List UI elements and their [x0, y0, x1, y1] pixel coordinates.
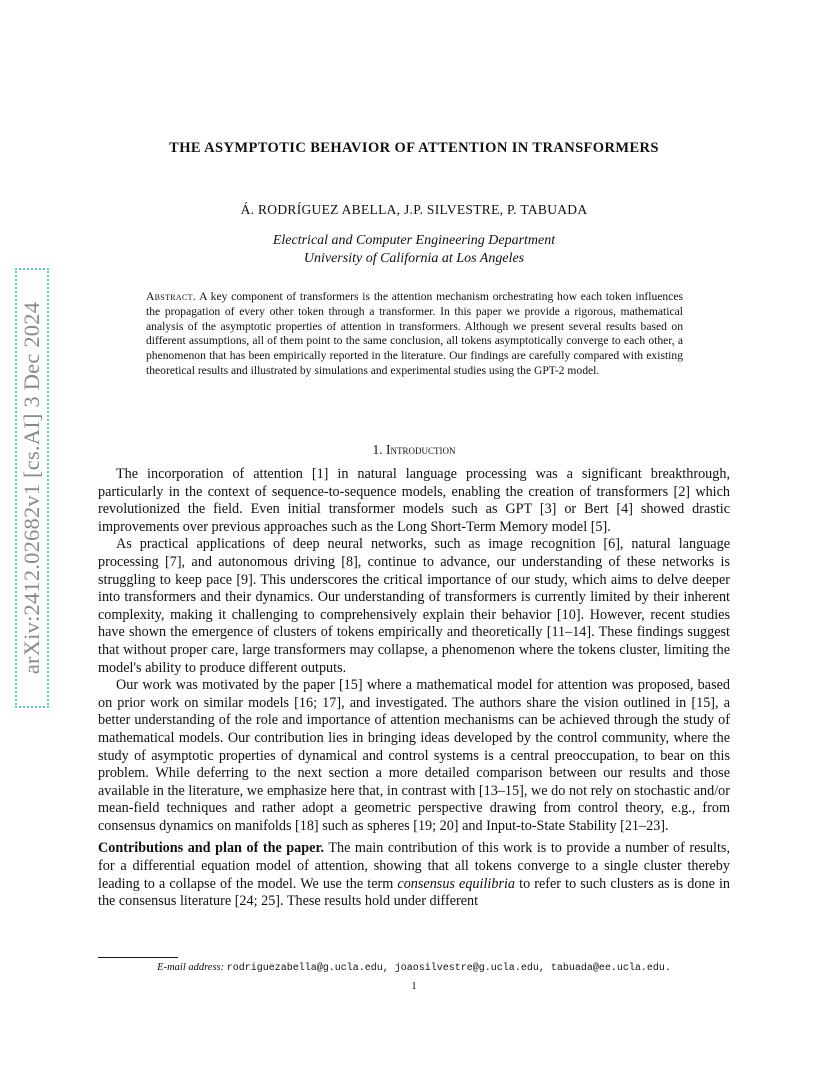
paragraph-1: The incorporation of attention [1] in natural language processing was a significant breakthrough, particularly in the context of sequence-to-sequence models, enabling the creation of transformers [2] which revolutionized the field. Even initial transformer models such as GPT [3] or Bert [4] showed drastic improvements over previous approaches such as the Long Short-Term Memory model [5]. — [98, 466, 730, 535]
abstract — [146, 290, 683, 379]
abstract-text: A key component of transformers is the attention mechanism orchestrating how each token influences the propagation of every other token through a transformer. In this paper we provide a rigorous, mathematical analysis of the asymptotic properties of attention in transformers. Although we present several results based on different assumptions, all of them point to the same conclusion, all tokens asymptotically converge to each other, a phenomenon that has been empirically reported in the literature. Our findings are carefully compared with existing theoretical results and illustrated by simulations and experimental studies using the GPT-2 model. — [146, 290, 683, 377]
affiliation — [98, 232, 730, 268]
body-text — [98, 466, 730, 911]
affiliation-department: Electrical and Computer Engineering Department — [272, 233, 556, 248]
paragraph-3: Our work was motivated by the paper [15] where a mathematical model for attention was proposed, based on prior work on similar models [16; 17], and investigated. The authors share the vision outlined in [15], a better understanding of the role and importance of attention mechanisms can be achieved through the study of mathematical models. Our contribution lies in bringing ideas developed by the control community, where the study of asymptotic properties of dynamical and control systems is a central preoccupation, to bear on this problem. While deferring to the next section a more detailed comparison between our results and those available in the literature, we emphasize here that, in contrast with [13–15], we do not rely on stochastic and/or mean-field techniques and rather adopt a geometric perspective drawing from control theory, e.g., from consensus dynamics on manifolds [18] such as spheres [19; 20] and Input-to-State Stability [21–23]. — [98, 677, 730, 834]
footnote-emails[interactable]: rodriguezabella@g.ucla.edu, joaosilvestre@g.ucla.edu, tabuada@ee.ucla.edu. — [226, 963, 671, 974]
footnote-email — [98, 962, 730, 974]
affiliation-university: University of California at Los Angeles — [303, 251, 525, 266]
arxiv-identifier-stamp[interactable] — [15, 268, 49, 708]
contributions-paragraph — [98, 840, 730, 910]
arxiv-identifier-text: arXiv:2412.02682v1 [cs.AI] 3 Dec 2024 — [19, 301, 45, 675]
contributions-text-a: The main contribution of this work is to provide a number of results, for a differential equation model of attention, showing that all tokens converge to a single cluster thereby leading to a collapse of the model. We use the term — [98, 840, 730, 892]
author-list: Á. RODRÍGUEZ ABELLA, J.P. SILVESTRE, P. TABUADA — [240, 202, 588, 217]
contributions-term: consensus equilibria — [397, 875, 516, 892]
paper-title: THE ASYMPTOTIC BEHAVIOR OF ATTENTION IN TRANSFORMERS — [169, 140, 659, 156]
contributions-heading: Contributions and plan of the paper. — [98, 840, 325, 857]
section-title: Introduction — [386, 442, 456, 457]
abstract-label: Abstract. — [146, 290, 196, 303]
paragraph-2: As practical applications of deep neural networks, such as image recognition [6], natural language processing [7], and autonomous driving [8], continue to advance, our understanding of these networks is struggling to keep pace [9]. This underscores the critical importance of our study, which aims to delve deeper into transformers and their dynamics. Our understanding of transformers is currently limited by their inherent complexity, making it challenging to comprehensively explain their behavior [10]. However, recent studies have shown the emergence of clusters of tokens empirically and theoretically [11–14]. These findings suggest that without proper care, large transformers may collapse, a phenomenon where the tokens cluster, limiting the model's ability to produce different outputs. — [98, 536, 730, 676]
page-number: 1 — [411, 980, 417, 992]
section-number: 1. — [372, 442, 383, 457]
contributions-text-b: to refer to such clusters as is done in the consensus literature [24; 25]. These results hold under different — [98, 875, 731, 910]
footnote-label: E-mail address: — [157, 962, 225, 973]
footnote-rule — [98, 957, 178, 958]
section-heading-introduction — [98, 442, 730, 458]
